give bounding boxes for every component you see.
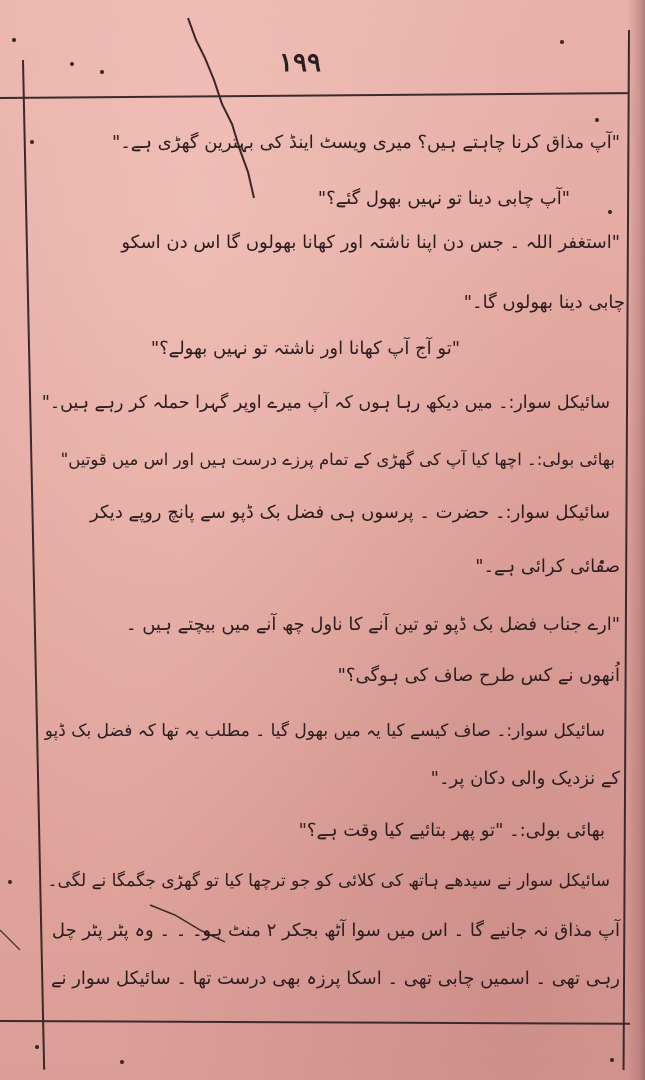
text-line: سائیکل سوار:۔ میں دیکھ رہا ہوں کہ آپ میرے اوپر گہرا حملہ کر رہے ہیں۔" (41, 393, 610, 413)
text-line: سائیکل سوار:۔ صاف کیسے کیا یہ میں بھول گیا ۔ مطلب یہ تھا کہ فضل بک ڈپو (44, 721, 605, 741)
text-line: "ارے جناب فضل بک ڈپو تو تین آنے کا ناول چھ آنے میں بیچتے ہیں ۔ (125, 614, 620, 635)
text-line: صفائی کرائی ہے۔" (475, 556, 620, 577)
text-line: "آپ چابی دینا تو نہیں بھول گئے؟" (317, 188, 570, 209)
urdu-text-body (41, 120, 625, 1010)
text-line: کے نزدیک والی دکان پر۔" (430, 768, 620, 789)
text-line: چابی دینا بھولوں گا۔" (463, 292, 625, 313)
page-number: ۱۹۹ (279, 48, 321, 78)
text-line: سائیکل سوار:۔ حضرت ۔ پرسوں ہی فضل بک ڈپو سے پانچ روپے دیکر (89, 502, 610, 523)
text-line: "استغفر اللہ ۔ جس دن اپنا ناشتہ اور کھانا بھولوں گا اس دن اسکو (121, 232, 620, 253)
text-line: بھائی بولی:۔ "تو پھر بتائیے کیا وقت ہے؟" (298, 820, 605, 841)
text-line: بھائی بولی:۔ اچھا کیا آپ کی گھڑی کے تمام پرزے درست ہیں اور اس میں قوتیں" (60, 450, 615, 469)
text-line: "تو آج آپ کھانا اور ناشتہ تو نہیں بھولے؟" (150, 338, 460, 359)
text-line: سائیکل سوار نے سیدھے ہاتھ کی کلائی کو جو ترچھا کیا تو گھڑی جگمگا نے لگی۔ (47, 871, 610, 891)
text-line: آپ مذاق نہ جانیے گا ۔ اس میں سوا آٹھ بجکر ۲ منٹ ہو۔ ۔ ۔ وہ پٹر پٹر چل (51, 920, 620, 941)
text-line: رہی تھی ۔ اسمیں چابی تھی ۔ اسکا پرزہ بھی درست تھا ۔ سائیکل سوار نے (50, 968, 620, 989)
text-line: اُنھوں نے کس طرح صاف کی ہوگی؟" (337, 665, 620, 686)
text-line: "آپ مذاق کرنا چاہتے ہیں؟ میری ویسٹ اینڈ کی بہترین گھڑی ہے۔" (111, 132, 620, 153)
